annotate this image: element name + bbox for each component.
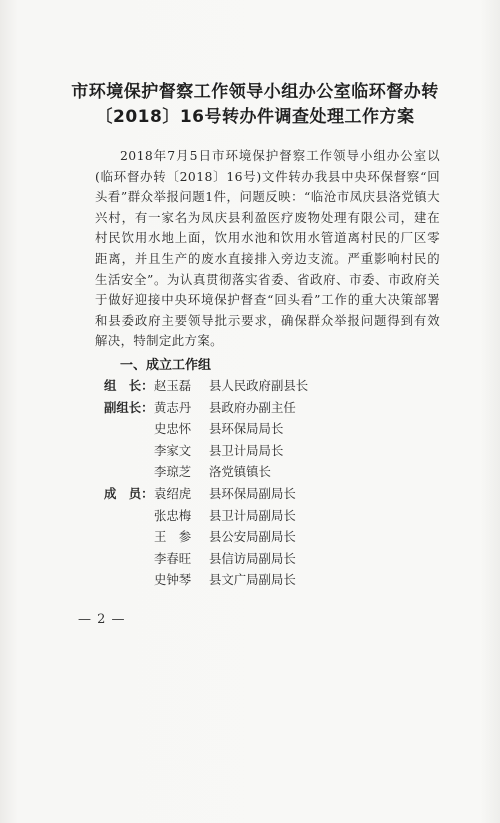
body-paragraph: 2018年7月5日市环境保护督察工作领导小组办公室以(临环督办转〔2018〕16号)文件转办我县中央环保督察“回头看”群众举报问题1件，问题反映：“临沧市凤庆县洛党镇大兴村，有一家名为凤庆县利盈医疗废物处理有限公司，建在村民饮用水地上面，饮用水池和饮用水管道离村民的厂区零距离，并且生产的废水直接排入旁边支流。严重影响村民的生活安全”。为认真贯彻落实省委、省政府、市委、市政府关于做好迎接中央环境保护督查“回头看”工作的重大决策部署和县委政府主要领导批示要求，确保群众举报问题得到有效解决，特制定此方案。 xyxy=(95,148,440,349)
member-name: 王 参 xyxy=(154,529,192,545)
member-title: 洛党镇镇长 xyxy=(209,464,271,480)
member-title: 县信访局副局长 xyxy=(209,550,296,566)
document-title-line2: 〔2018〕16号转办件调查处理工作方案 xyxy=(95,107,415,127)
member-title: 县环保局副局长 xyxy=(209,486,296,501)
member-title: 县政府办副主任 xyxy=(209,399,296,415)
page-number: — 2 — xyxy=(78,612,126,627)
member-title: 县人民政府副县长 xyxy=(209,378,309,393)
member-title: 县卫计局副局长 xyxy=(209,507,296,523)
member-title: 县卫计局局长 xyxy=(209,442,284,458)
member-name: 袁绍虎 xyxy=(154,486,192,501)
member-role: 组 长： xyxy=(104,378,154,393)
section-heading: 一、成立工作组 xyxy=(120,358,212,373)
member-name: 李春旺 xyxy=(154,550,192,566)
member-title: 县文广局副局长 xyxy=(209,572,296,588)
member-name: 黄志丹 xyxy=(154,399,192,415)
member-role: 成 员： xyxy=(104,486,154,501)
member-title: 县公安局副局长 xyxy=(209,529,296,545)
document-title-line1: 市环境保护督察工作领导小组办公室临环督办转 xyxy=(71,82,439,102)
member-role: 副组长： xyxy=(104,399,154,415)
member-name: 李家文 xyxy=(154,442,192,458)
member-name: 赵玉磊 xyxy=(154,378,192,393)
member-title: 县环保局局长 xyxy=(209,421,284,437)
member-name: 李琼芝 xyxy=(154,464,192,480)
member-name: 张忠梅 xyxy=(154,507,192,523)
member-name: 史钟琴 xyxy=(154,572,192,588)
member-name: 史忠怀 xyxy=(154,421,192,437)
